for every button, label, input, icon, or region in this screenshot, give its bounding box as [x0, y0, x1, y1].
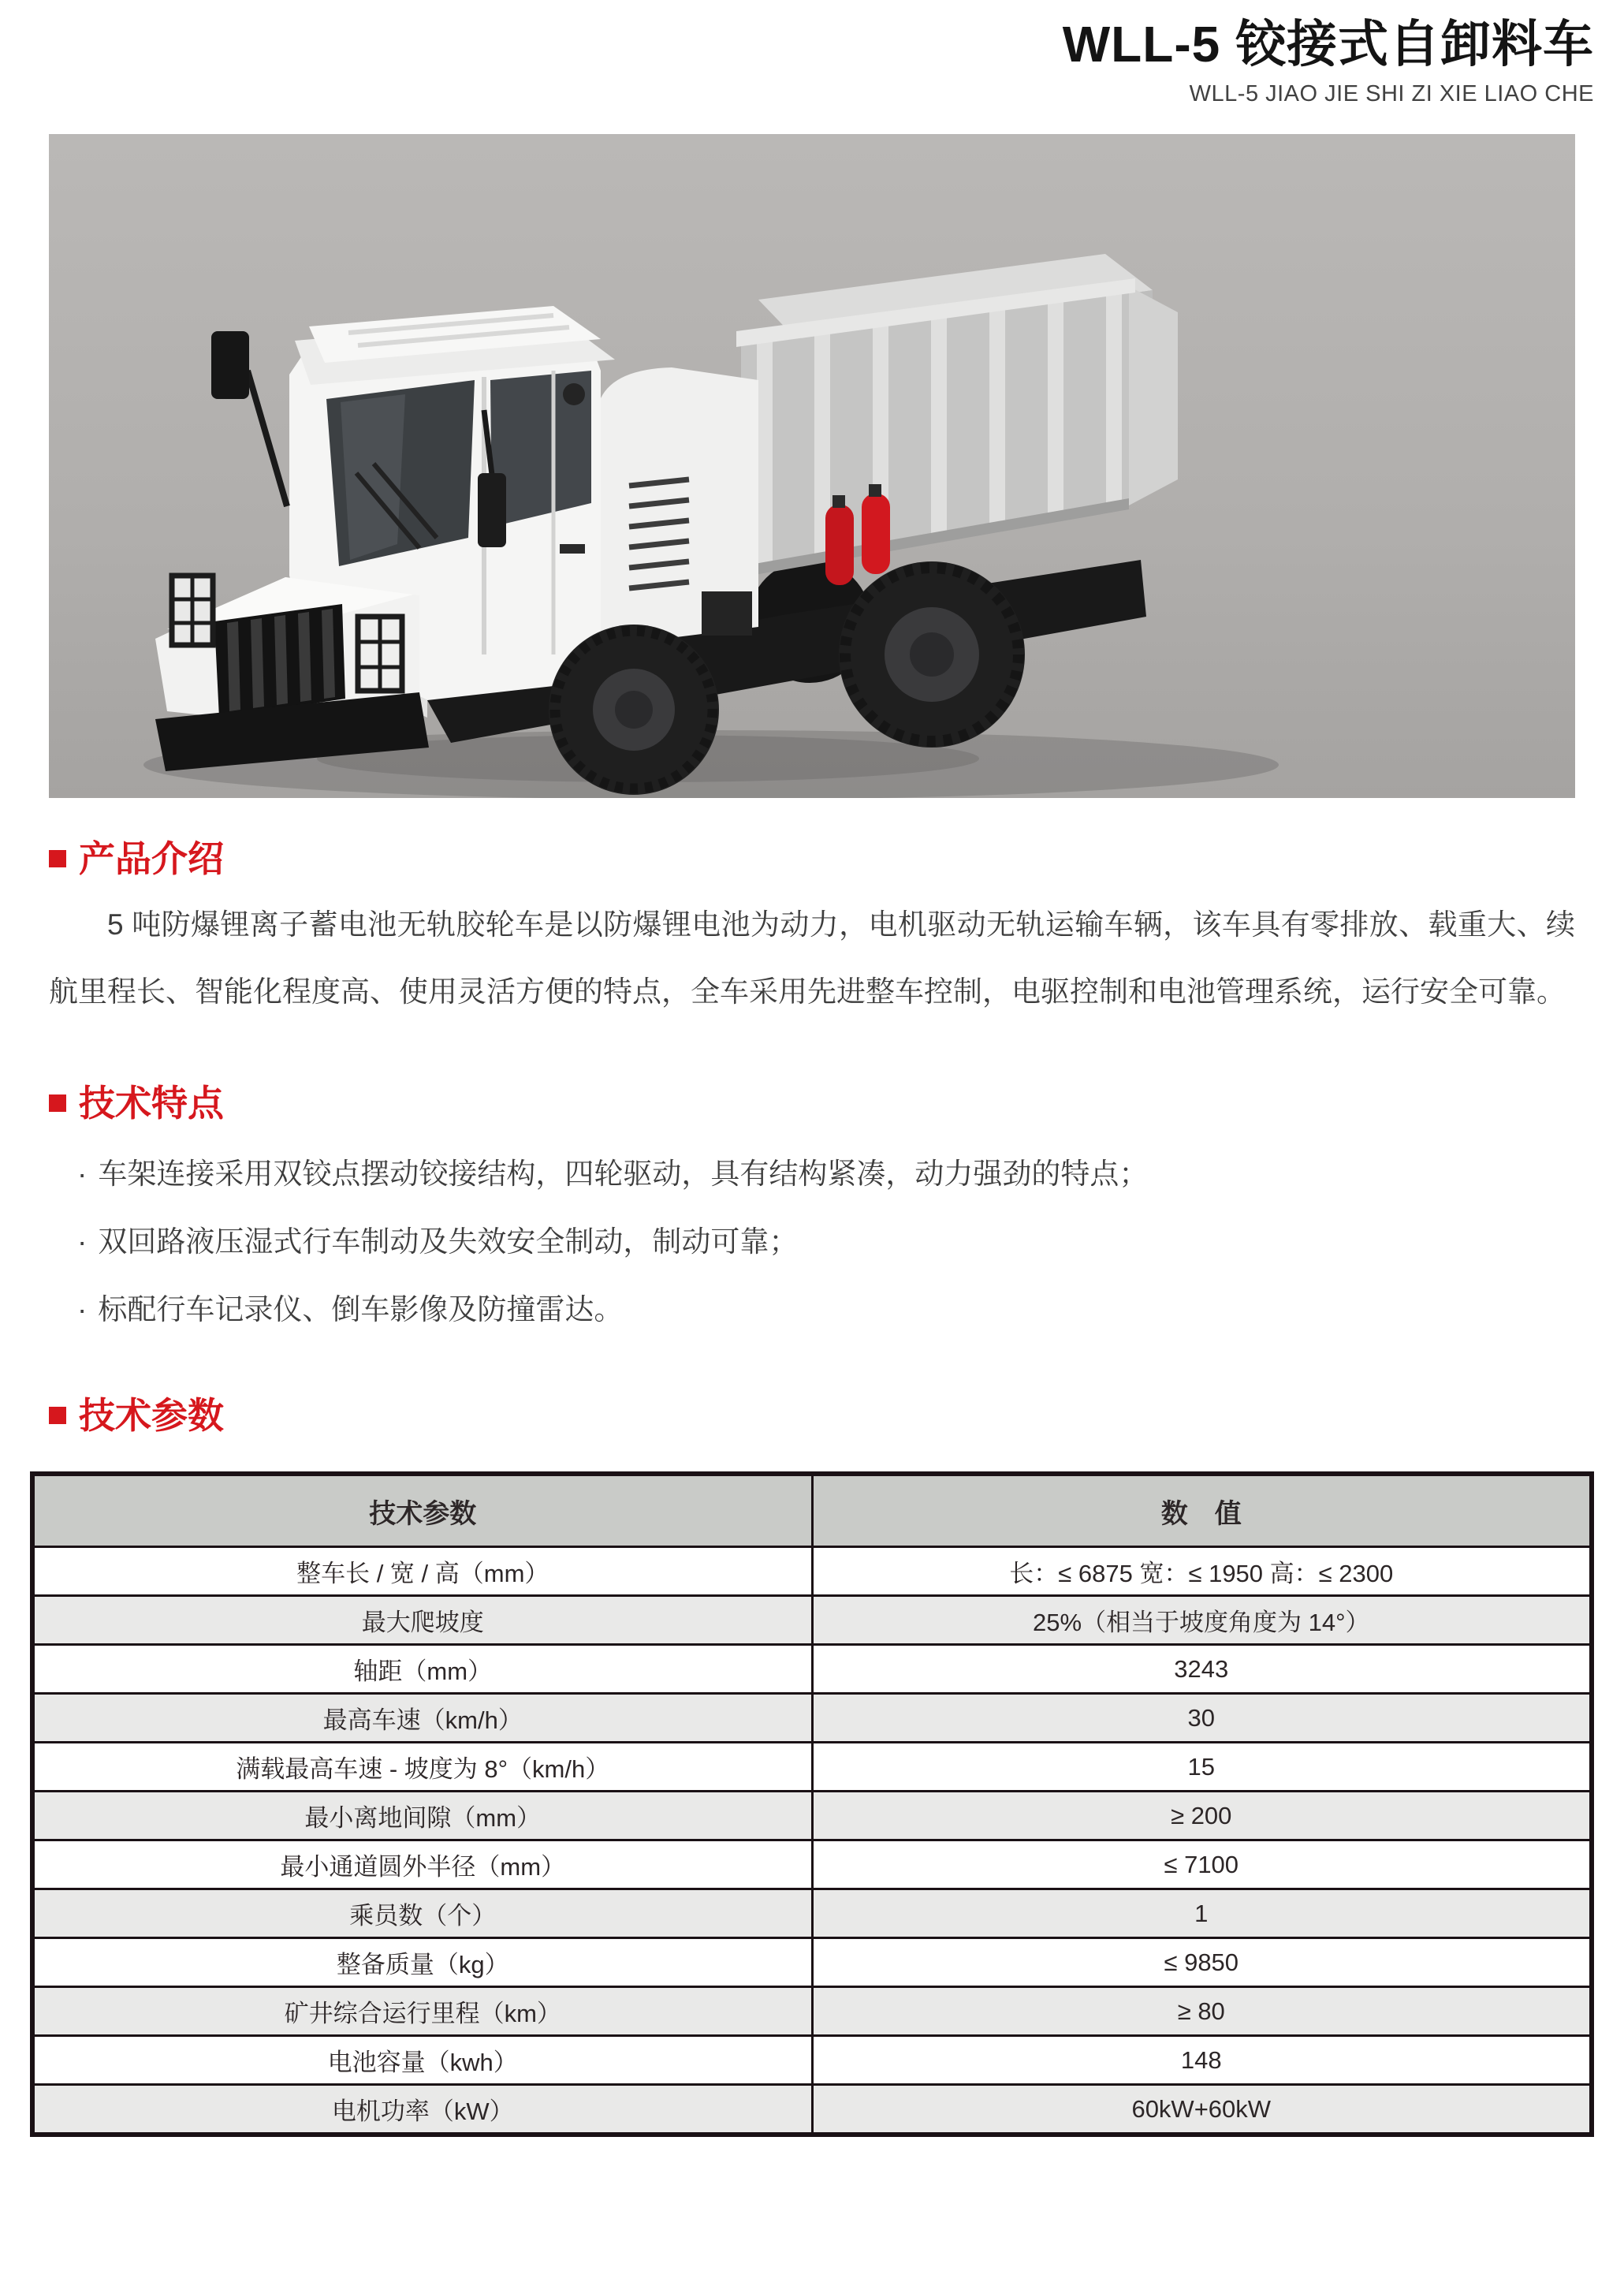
spec-parameter: 整备质量（kg） — [32, 1938, 812, 1987]
spec-value: 15 — [812, 1743, 1592, 1792]
specs-heading — [49, 1394, 1575, 1437]
specs-table — [30, 1471, 1594, 2137]
product-photo — [49, 134, 1575, 798]
table-row — [32, 2036, 1592, 2085]
feature-text: 双回路液压湿式行车制动及失效安全制动，制动可靠； — [98, 1225, 799, 1258]
spec-value: ≤ 9850 — [812, 1938, 1592, 1987]
spec-parameter: 最大爬坡度 — [32, 1596, 812, 1645]
red-square-bullet — [49, 850, 66, 867]
left-mirror — [211, 331, 249, 399]
page-header — [30, 0, 1594, 107]
spec-parameter: 乘员数（个） — [32, 1889, 812, 1938]
table-row — [32, 1987, 1592, 2036]
table-row — [32, 1743, 1592, 1792]
features-heading — [49, 1082, 1575, 1124]
feature-text: 标配行车记录仪、倒车影像及防撞雷达。 — [98, 1293, 624, 1326]
red-square-bullet — [49, 1407, 66, 1424]
spec-value: 60kW+60kW — [812, 2085, 1592, 2135]
spec-parameter: 满载最高车速 - 坡度为 8°（km/h） — [32, 1743, 812, 1792]
spec-parameter: 电机功率（kW） — [32, 2085, 812, 2135]
table-row — [32, 1547, 1592, 1596]
intro-heading — [49, 837, 1575, 880]
section-specs — [30, 1394, 1594, 2137]
door-handle — [560, 544, 585, 554]
hood — [155, 576, 429, 771]
spec-parameter: 最高车速（km/h） — [32, 1694, 812, 1743]
spec-value: 3243 — [812, 1645, 1592, 1694]
table-row — [32, 1889, 1592, 1938]
table-row — [32, 2085, 1592, 2135]
spec-value: ≥ 200 — [812, 1792, 1592, 1840]
battery-box — [601, 367, 758, 647]
page-title: WLL-5 铰接式自卸料车 — [1062, 16, 1594, 73]
spec-value: 长：≤ 6875 宽：≤ 1950 高：≤ 2300 — [812, 1547, 1592, 1596]
spec-value: 30 — [812, 1694, 1592, 1743]
section-intro — [30, 837, 1594, 1025]
feature-item — [49, 1224, 1575, 1260]
pillar-mirror — [478, 473, 506, 547]
table-row — [32, 1596, 1592, 1645]
feature-item — [49, 1156, 1575, 1192]
front-wheel — [549, 625, 719, 795]
table-row — [32, 1792, 1592, 1840]
table-row — [32, 1645, 1592, 1694]
table-row — [32, 1694, 1592, 1743]
spec-value: 1 — [812, 1889, 1592, 1938]
spec-parameter: 轴距（mm） — [32, 1645, 812, 1694]
spec-value: ≥ 80 — [812, 1987, 1592, 2036]
spec-parameter: 电池容量（kwh） — [32, 2036, 812, 2085]
spec-parameter: 整车长 / 宽 / 高（mm） — [32, 1547, 812, 1596]
page-subtitle: WLL-5 JIAO JIE SHI ZI XIE LIAO CHE — [1189, 81, 1594, 106]
specs-col-parameter: 技术参数 — [32, 1474, 812, 1547]
table-row — [32, 1938, 1592, 1987]
bullet-dot: · — [77, 1158, 88, 1190]
spec-value: 25%（相当于坡度角度为 14°） — [812, 1596, 1592, 1645]
spec-parameter: 最小通道圆外半径（mm） — [32, 1840, 812, 1889]
rear-wheel — [839, 561, 1025, 748]
specs-col-value: 数 值 — [812, 1474, 1592, 1547]
bullet-dot: · — [77, 1225, 88, 1258]
spec-parameter: 矿井综合运行里程（km） — [32, 1987, 812, 2036]
feature-list — [49, 1156, 1575, 1328]
feature-item — [49, 1292, 1575, 1328]
feature-text: 车架连接采用双铰点摆动铰接结构，四轮驱动，具有结构紧凑，动力强劲的特点； — [98, 1158, 1149, 1190]
bullet-dot: · — [77, 1293, 88, 1326]
specs-header-row — [32, 1474, 1592, 1547]
table-row — [32, 1840, 1592, 1889]
specs-heading-label: 技术参数 — [79, 1395, 224, 1436]
features-heading-label: 技术特点 — [79, 1083, 224, 1124]
spec-value: 148 — [812, 2036, 1592, 2085]
spec-value: ≤ 7100 — [812, 1840, 1592, 1889]
section-features — [30, 1082, 1594, 1328]
spec-parameter: 最小离地间隙（mm） — [32, 1792, 812, 1840]
red-square-bullet — [49, 1094, 66, 1112]
intro-heading-label: 产品介绍 — [79, 838, 224, 879]
truck-illustration — [49, 134, 1575, 798]
intro-paragraph: 5 吨防爆锂离子蓄电池无轨胶轮车是以防爆锂电池为动力，电机驱动无轨运输车辆，该车具有零排放、载重大、续航里程长、智能化程度高、使用灵活方便的特点，全车采用先进整车控制，电驱控制和电池管理系统，运行安全可靠。 — [49, 908, 1575, 1008]
